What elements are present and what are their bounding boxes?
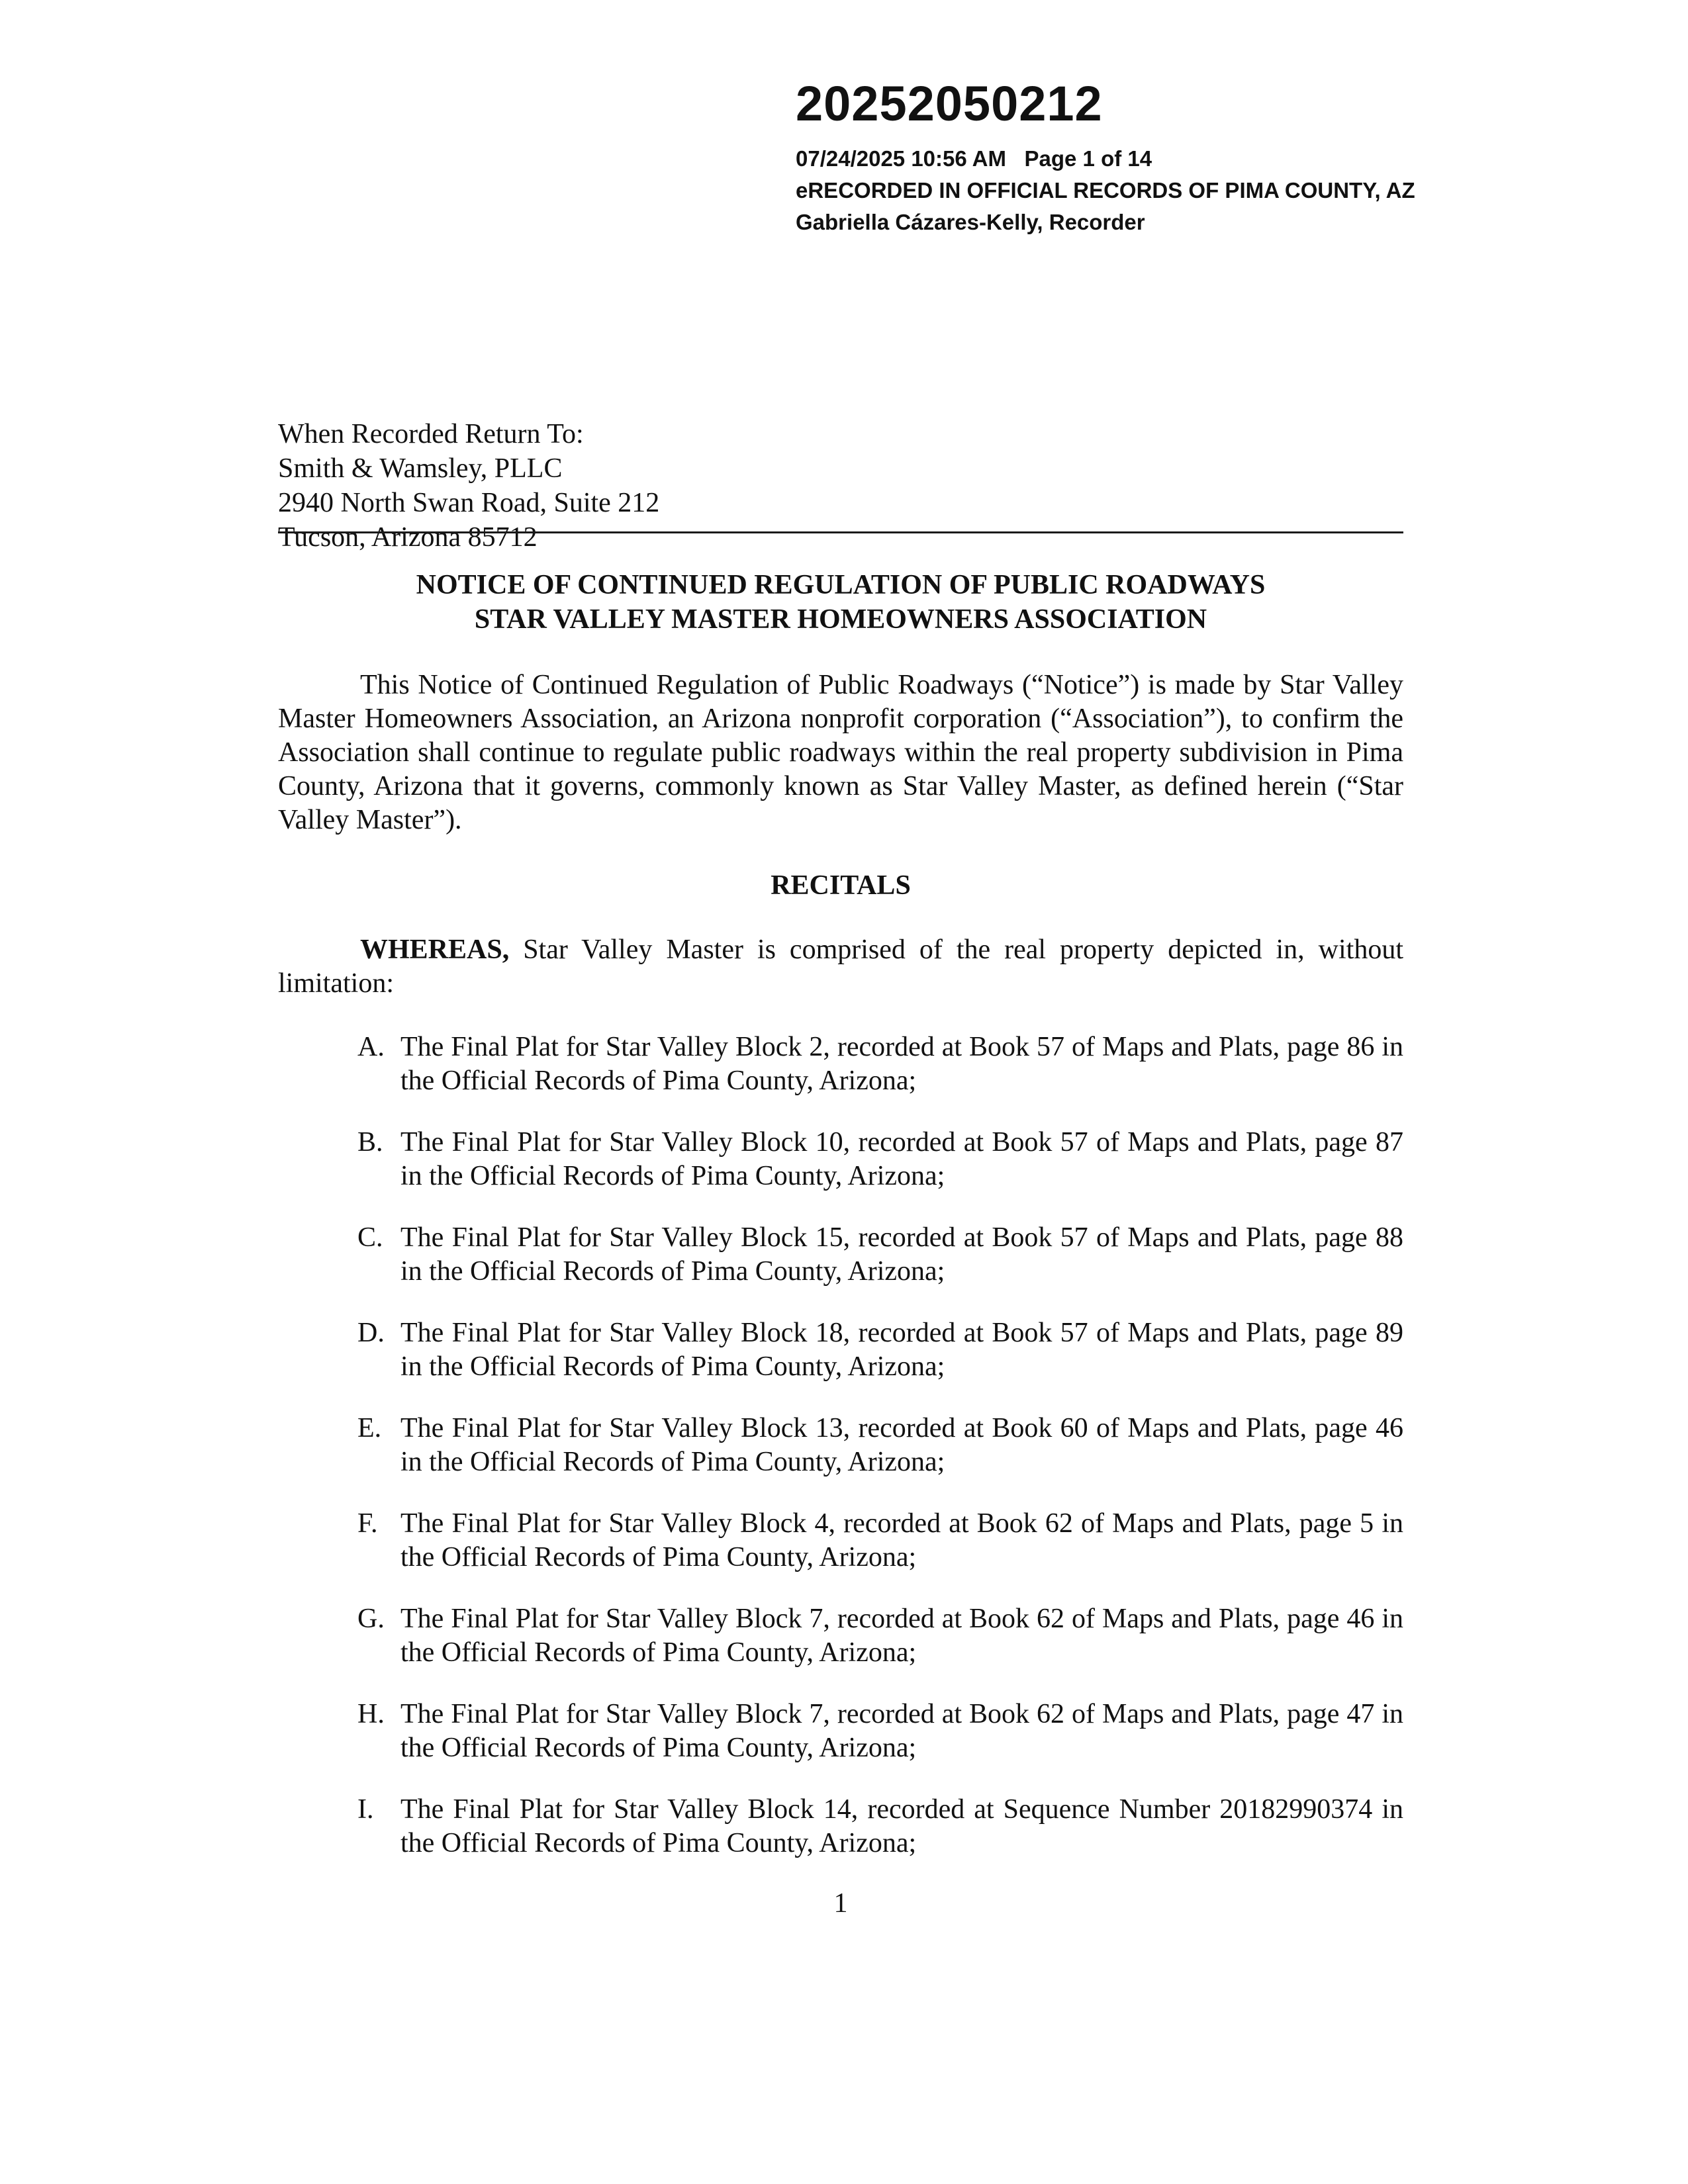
list-item (357, 1793, 1403, 1860)
list-item (357, 1698, 1403, 1765)
list-item-letter: E. (357, 1413, 382, 1443)
return-to-address (278, 417, 659, 555)
return-to-city: Tucson, Arizona 85712 (278, 522, 538, 553)
list-item (357, 1602, 1403, 1670)
list-item-text: The Final Plat for Star Valley Block 18, recorded at Book 57 of Maps and Plats, page 89 in the Official Records of Pima County, Arizona; (400, 1318, 1403, 1382)
whereas-lead: WHEREAS, (360, 934, 510, 965)
list-item-text: The Final Plat for Star Valley Block 15, recorded at Book 57 of Maps and Plats, page 88 in the Official Records of Pima County, Arizona; (400, 1222, 1403, 1287)
list-item (357, 1030, 1403, 1098)
recitals-heading: RECITALS (771, 870, 911, 901)
page-number: 1 (833, 1888, 848, 1919)
list-item-text: The Final Plat for Star Valley Block 4, recorded at Book 62 of Maps and Plats, page 5 in the Official Records of Pima County, Arizona; (400, 1508, 1403, 1572)
whereas-text: Star Valley Master is comprised of the real property depicted in, without limitation: (278, 934, 1403, 999)
list-item-letter: H. (357, 1699, 385, 1729)
horizontal-divider (278, 531, 1403, 533)
whereas-paragraph (278, 933, 1403, 1001)
list-item-letter: A. (357, 1032, 385, 1062)
return-to-street: 2940 North Swan Road, Suite 212 (278, 488, 660, 518)
document-number: 20252050212 (796, 76, 1103, 131)
recorder-stamp (796, 74, 1550, 238)
list-item-letter: I. (357, 1794, 374, 1825)
list-item (357, 1221, 1403, 1289)
page-info: Page 1 of 14 (1024, 146, 1152, 171)
list-item-text: The Final Plat for Star Valley Block 2, recorded at Book 57 of Maps and Plats, page 86 in the Official Records of Pima County, Arizona; (400, 1032, 1403, 1096)
list-item-text: The Final Plat for Star Valley Block 13, recorded at Book 60 of Maps and Plats, page 46 in the Official Records of Pima County, Arizona; (400, 1413, 1403, 1477)
return-to-label: When Recorded Return To: (278, 419, 584, 449)
list-item (357, 1126, 1403, 1193)
list-item (357, 1412, 1403, 1479)
title-line-2: STAR VALLEY MASTER HOMEOWNERS ASSOCIATION (474, 604, 1207, 635)
plat-list (357, 1030, 1403, 1888)
intro-paragraph: This Notice of Continued Regulation of Public Roadways (“Notice”) is made by Star Valley Master Homeowners Association, an Arizona nonprofit corporation (“Association”), to confirm the Association shall continue to regulate public roadways within the real property subdivision in Pima County, Arizona that it governs, commonly known as Star Valley Master, as defined herein (“Star Valley Master”). (278, 670, 1403, 835)
list-item-letter: F. (357, 1508, 378, 1539)
document-title (278, 568, 1403, 637)
list-item-text: The Final Plat for Star Valley Block 14, recorded at Sequence Number 20182990374 in the Official Records of Pima County, Arizona; (400, 1794, 1403, 1858)
title-line-1: NOTICE OF CONTINUED REGULATION OF PUBLIC ROADWAYS (416, 570, 1266, 600)
list-item-text: The Final Plat for Star Valley Block 7, recorded at Book 62 of Maps and Plats, page 47 in the Official Records of Pima County, Arizona; (400, 1699, 1403, 1763)
recorder-name: Gabriella Cázares-Kelly, Recorder (796, 210, 1145, 234)
list-item (357, 1316, 1403, 1384)
recorded-in-line: eRECORDED IN OFFICIAL RECORDS OF PIMA COUNTY, AZ (796, 178, 1415, 203)
recording-datetime: 07/24/2025 10:56 AM (796, 146, 1006, 171)
recording-datetime-line (796, 143, 1550, 175)
return-to-name: Smith & Wamsley, PLLC (278, 453, 563, 484)
list-item-letter: D. (357, 1318, 385, 1348)
list-item-text: The Final Plat for Star Valley Block 10, recorded at Book 57 of Maps and Plats, page 87 in the Official Records of Pima County, Arizona; (400, 1127, 1403, 1191)
list-item-letter: G. (357, 1604, 385, 1634)
list-item-letter: B. (357, 1127, 383, 1158)
list-item-letter: C. (357, 1222, 383, 1253)
list-item (357, 1507, 1403, 1574)
list-item-text: The Final Plat for Star Valley Block 7, recorded at Book 62 of Maps and Plats, page 46 in the Official Records of Pima County, Arizona; (400, 1604, 1403, 1668)
